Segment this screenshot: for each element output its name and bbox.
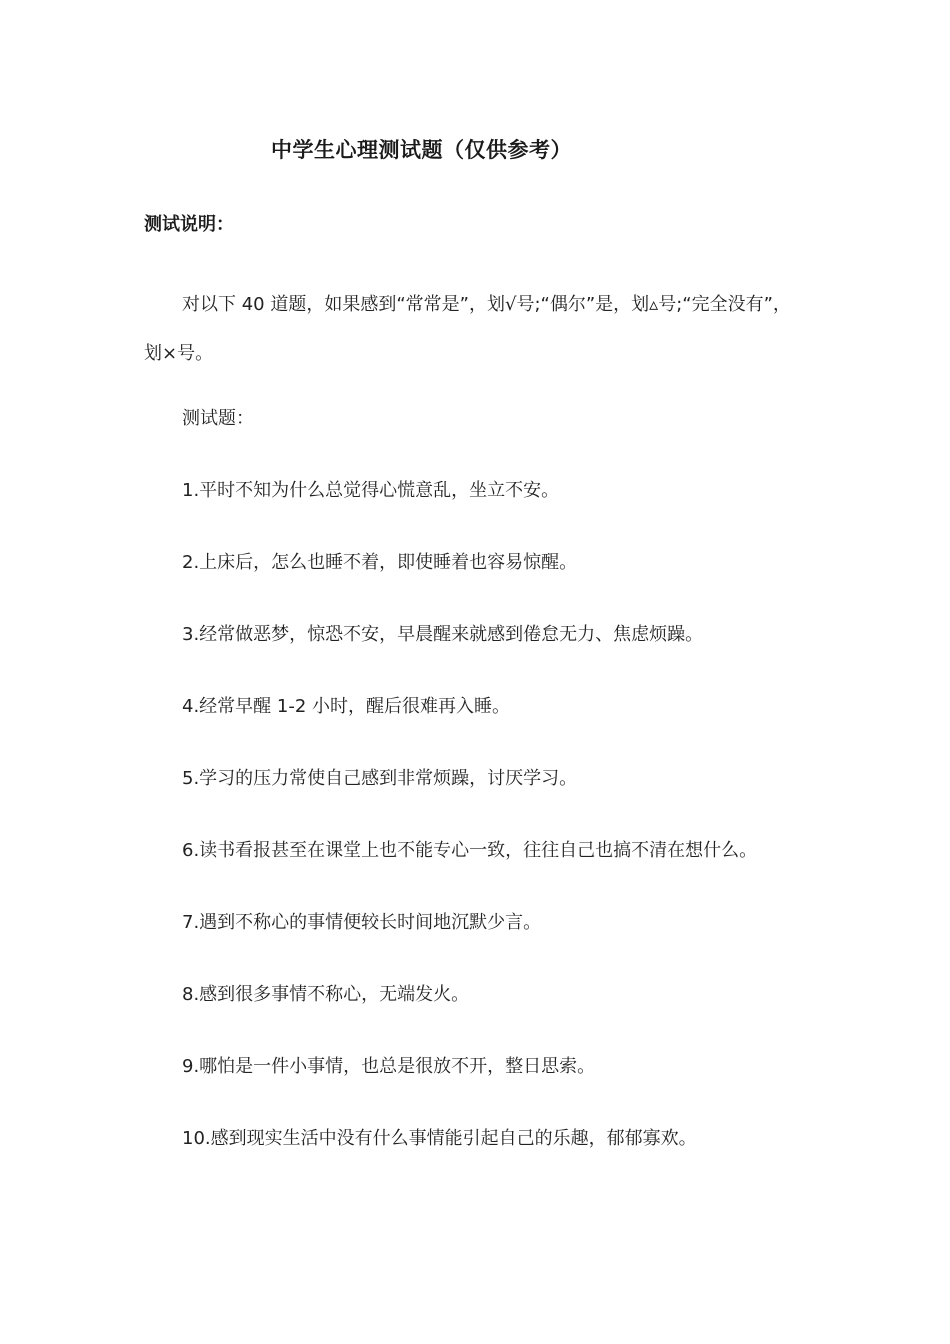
question-item: 5.学习的压力常使自己感到非常烦躁，讨厌学习。: [182, 768, 578, 789]
question-item: 3.经常做恶梦，惊恐不安，早晨醒来就感到倦怠无力、焦虑烦躁。: [182, 624, 704, 645]
question-item: 10.感到现实生活中没有什么事情能引起自己的乐趣，郁郁寡欢。: [182, 1128, 697, 1149]
question-item: 1.平时不知为什么总觉得心慌意乱，坐立不安。: [182, 480, 560, 501]
instructions-paragraph: 对以下 40 道题，如果感到“常常是”，划√号;“偶尔”是，划▵号;“完全没有”，划×号。: [144, 294, 791, 364]
question-item: 9.哪怕是一件小事情，也总是很放不开，整日思索。: [182, 1056, 596, 1077]
question-item: 7.遇到不称心的事情便较长时间地沉默少言。: [182, 912, 542, 933]
question-item: 8.感到很多事情不称心，无端发火。: [182, 984, 470, 1005]
questions-label: 测试题：: [182, 408, 254, 429]
instructions-heading: 测试说明：: [144, 214, 234, 235]
question-item: 6.读书看报甚至在课堂上也不能专心一致，往往自己也搞不清在想什么。: [182, 840, 758, 861]
document-title: 中学生心理测试题（仅供参考）: [271, 138, 572, 162]
question-item: 4.经常早醒 1-2 小时，醒后很难再入睡。: [182, 696, 511, 717]
question-item: 2.上床后，怎么也睡不着，即使睡着也容易惊醒。: [182, 552, 578, 573]
